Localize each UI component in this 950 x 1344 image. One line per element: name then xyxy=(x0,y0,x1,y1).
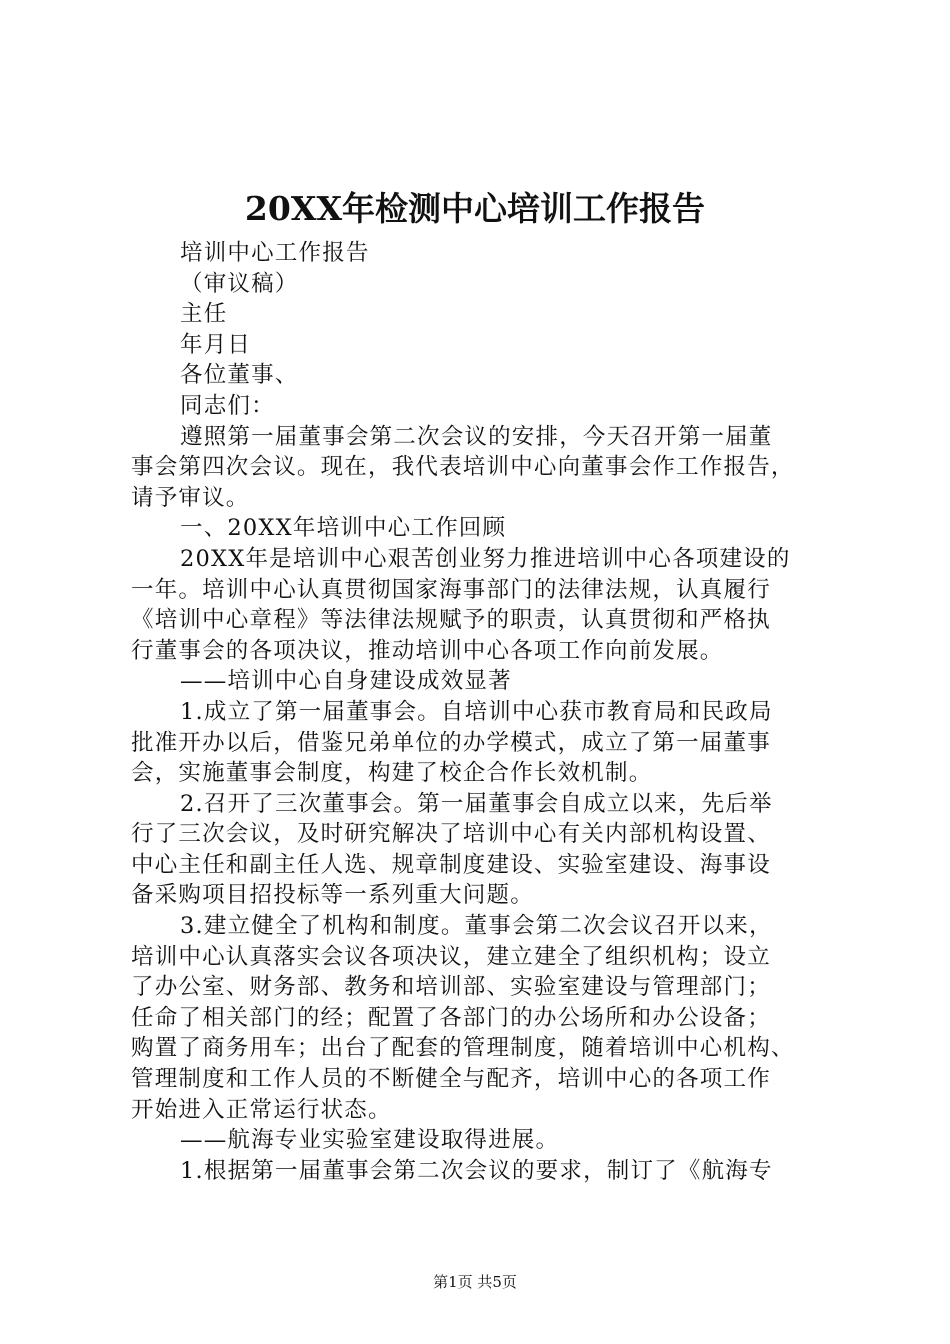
text-line: 了办公室、财务部、教务和培训部、实验室建设与管理部门； xyxy=(131,974,771,1001)
text-line: 备采购项目招投标等一系列重大问题。 xyxy=(131,882,534,909)
text-line: 遵照第一届董事会第二次会议的安排，今天召开第一届董 xyxy=(180,423,773,450)
text-line: 主任 xyxy=(180,301,228,328)
document-title: 20XX年检测中心培训工作报告 xyxy=(244,189,706,228)
text-line: 事会第四次会议。现在，我代表培训中心向董事会作工作报告， xyxy=(131,454,795,481)
text-line: 1.根据第一届董事会第二次会议的要求，制订了《航海专 xyxy=(180,1157,773,1184)
text-line: 购置了商务用车；出台了配套的管理制度，随着培训中心机构、 xyxy=(131,1035,795,1062)
text-line: 2.召开了三次董事会。第一届董事会自成立以来，先后举 xyxy=(180,790,773,817)
text-line: 中心主任和副主任人选、规章制度建设、实验室建设、海事设 xyxy=(131,851,771,878)
text-line: 请予审议。 xyxy=(131,484,250,511)
text-line: 行了三次会议，及时研究解决了培训中心有关内部机构设置、 xyxy=(131,821,771,848)
text-line: 1.成立了第一届董事会。自培训中心获市教育局和民政局 xyxy=(180,698,773,725)
text-line: 年月日 xyxy=(180,331,252,358)
text-line: 培训中心认真落实会议各项决议，建立建全了组织机构；设立 xyxy=(131,943,771,970)
text-line: 会，实施董事会制度，构建了校企合作长效机制。 xyxy=(131,760,653,787)
document-body xyxy=(131,238,831,1186)
text-line: 各位董事、 xyxy=(180,362,299,389)
text-line: ——航海专业实验室建设取得进展。 xyxy=(180,1127,560,1154)
text-line: 同志们： xyxy=(180,392,275,419)
text-line: 管理制度和工作人员的不断健全与配齐，培训中心的各项工作 xyxy=(131,1066,771,1093)
page-footer: 第1页 共5页 xyxy=(433,1273,517,1291)
text-line: 一年。培训中心认真贯彻国家海事部门的法律法规，认真履行 xyxy=(131,576,771,603)
text-line: 一、20XX年培训中心工作回顾 xyxy=(180,515,507,542)
text-line: ——培训中心自身建设成效显著 xyxy=(180,668,512,695)
text-line: （审议稿） xyxy=(180,270,299,297)
text-line: 行董事会的各项决议，推动培训中心各项工作向前发展。 xyxy=(131,637,724,664)
text-line: 3.建立健全了机构和制度。董事会第二次会议召开以来， xyxy=(180,913,773,940)
text-line: 任命了相关部门的经；配置了各部门的办公场所和办公设备； xyxy=(131,1004,771,1031)
text-line: 培训中心工作报告 xyxy=(180,240,370,266)
text-line: 开始进入正常运行状态。 xyxy=(131,1096,392,1123)
text-line: 《培训中心章程》等法律法规赋予的职责，认真贯彻和严格执 xyxy=(131,607,771,634)
text-line: 20XX年是培训中心艰苦创业努力推进培训中心各项建设的 xyxy=(180,545,791,572)
text-line: 批准开办以后，借鉴兄弟单位的办学模式，成立了第一届董事 xyxy=(131,729,771,756)
